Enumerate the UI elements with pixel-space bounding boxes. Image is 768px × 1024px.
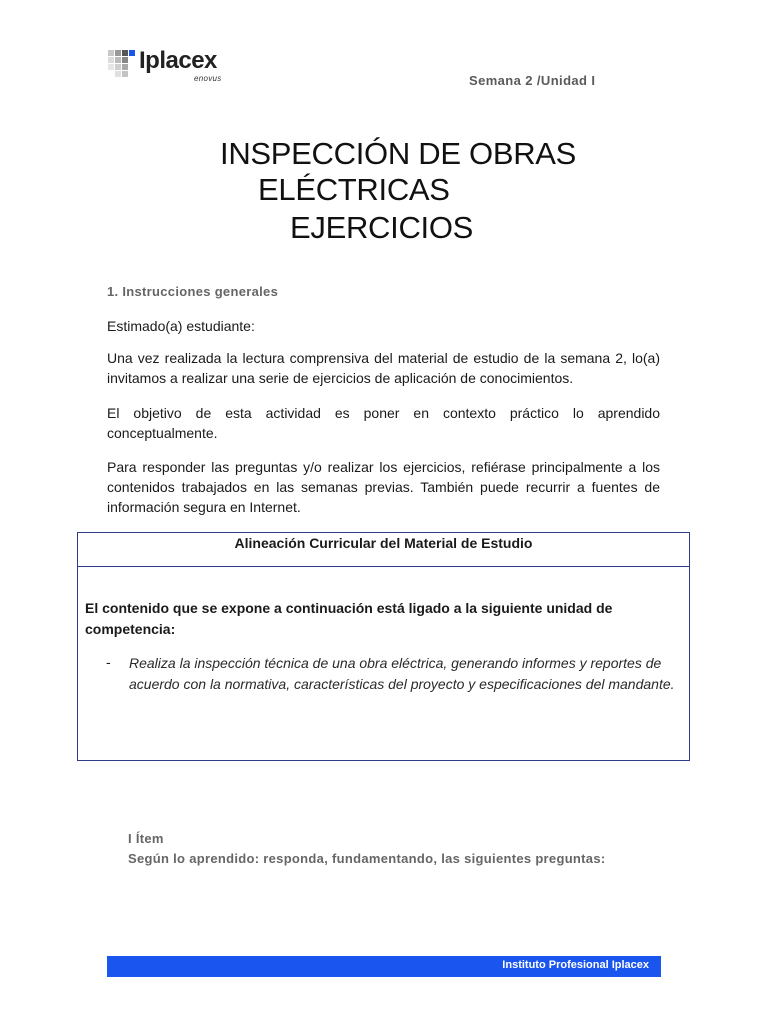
alignment-box-lead: El contenido que se expone a continuación está ligado a la siguiente unidad de competencia: [85, 600, 613, 637]
title-line-2: ELÉCTRICAS [258, 172, 450, 207]
competency-text: Realiza la inspección técnica de una obra eléctrica, generando informes y reportes de acuerdo con la normativa, características del proyecto y especificaciones del mandante. [129, 655, 675, 692]
alignment-box-heading: Alineación Curricular del Material de Estudio [78, 533, 689, 567]
title-line-3: EJERCICIOS [290, 210, 474, 245]
paragraph-2: El objetivo de esta actividad es poner en contexto práctico lo aprendido conceptualmente. [107, 405, 660, 441]
item-label: I Ítem [128, 831, 164, 846]
footer-bar [107, 956, 661, 977]
bullet-dash: - [106, 654, 111, 670]
section-heading: 1. Instrucciones generales [107, 284, 279, 299]
item-instruction: Según lo aprendido: responda, fundamentando, las siguientes preguntas: [128, 851, 606, 866]
paragraph-1: Una vez realizada la lectura comprensiva del material de estudio de la semana 2, lo(a) invitamos a realizar una serie de ejercicios de aplicación de conocimientos. [107, 350, 660, 386]
logo-subtext: enovus [194, 74, 222, 83]
alignment-box [77, 532, 690, 761]
item-block [128, 829, 606, 869]
week-label: Semana 2 /Unidad I [469, 73, 596, 88]
greeting: Estimado(a) estudiante: [107, 318, 255, 334]
paragraph-3: Para responder las preguntas y/o realizar los ejercicios, refiérase principalmente a los contenidos trabajados en las semanas previas. También puede recurrir a fuentes de información segura en Internet. [107, 459, 660, 515]
logo-mark-icon [108, 50, 136, 78]
logo-wordmark: Iplacex [139, 47, 217, 74]
footer-text: Instituto Profesional Iplacex [502, 959, 649, 971]
title-line-1: INSPECCIÓN DE OBRAS [220, 136, 577, 171]
